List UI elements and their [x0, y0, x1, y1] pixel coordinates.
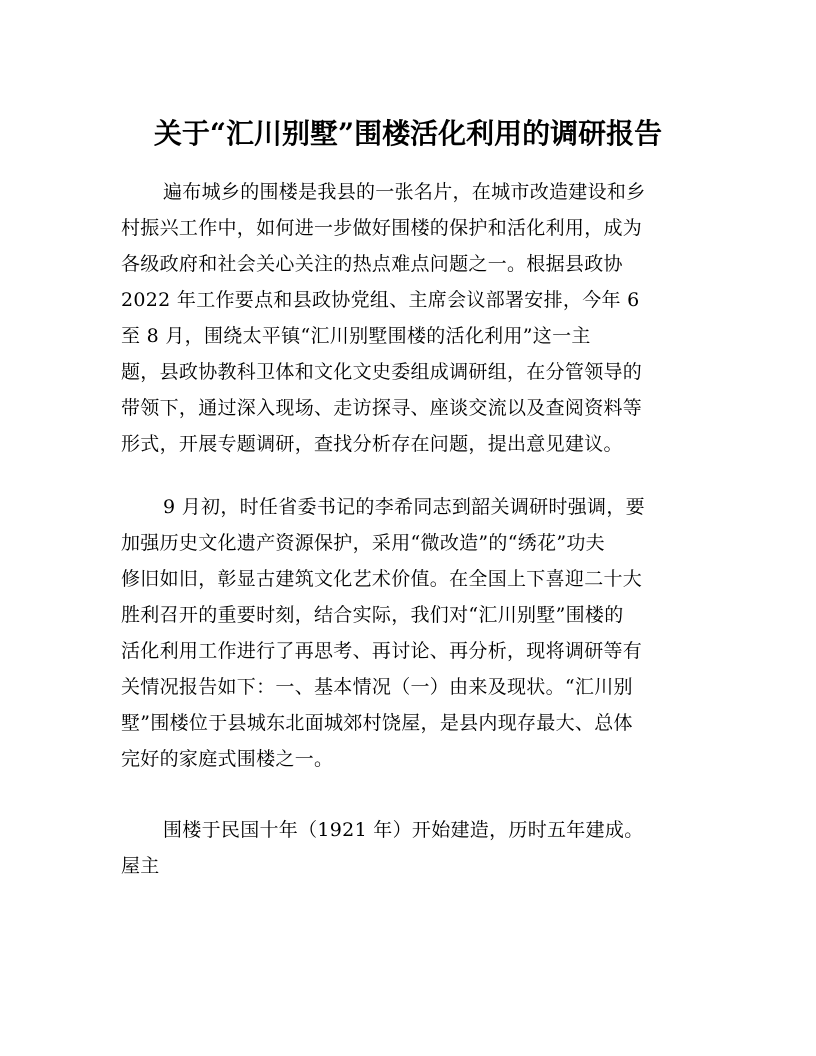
paragraph-1-line-5: 至 8 月，围绕太平镇“汇川别墅围楼的活化利用”这一主	[121, 325, 591, 347]
paragraph-2-line-7: 墅”围楼位于县城东北面城郊村饶屋，是县内现存最大、总体	[121, 712, 633, 734]
paragraph-1-line-7: 带领下，通过深入现场、走访探寻、座谈交流以及查阅资料等	[121, 397, 643, 419]
paragraph-2-line-2: 加强历史文化遗产资源保护，采用“微改造”的“绣花”功夫	[121, 532, 605, 554]
paragraph-1-line-8: 形式，开展专题调研，查找分析存在问题，提出意见建议。	[121, 433, 623, 455]
paragraph-1-line-3: 各级政府和社会关心关注的热点难点问题之一。根据县政协	[121, 253, 623, 275]
paragraph-1-line-6: 题，县政协教科卫体和文化文史委组成调研组，在分管领导的	[121, 361, 643, 383]
paragraph-2-line-6: 关情况报告如下：一、基本情况（一）由来及现状。“汇川别	[121, 676, 633, 698]
paragraph-2-line-1: 9 月初，时任省委书记的李希同志到韶关调研时强调，要	[163, 496, 645, 518]
paragraph-2-line-5: 活化利用工作进行了再思考、再讨论、再分析，现将调研等有	[121, 640, 643, 662]
document-title: 关于“汇川别墅”围楼活化利用的调研报告	[153, 117, 663, 150]
paragraph-2-line-3: 修旧如旧，彰显古建筑文化艺术价值。在全国上下喜迎二十大	[121, 568, 643, 590]
paragraph-3-line-2: 屋主	[121, 855, 160, 877]
paragraph-3-line-1: 围楼于民国十年（1921 年）开始建造，历时五年建成。	[163, 819, 644, 841]
paragraph-1-line-1: 遍布城乡的围楼是我县的一张名片，在城市改造建设和乡	[163, 181, 646, 203]
paragraph-1-line-4: 2022 年工作要点和县政协党组、主席会议部署安排，今年 6	[121, 289, 640, 311]
paragraph-1-line-2: 村振兴工作中，如何进一步做好围楼的保护和活化利用，成为	[121, 217, 643, 239]
paragraph-2-line-8: 完好的家庭式围楼之一。	[121, 748, 334, 770]
paragraph-2-line-4: 胜利召开的重要时刻，结合实际，我们对“汇川别墅”围楼的	[121, 604, 624, 626]
